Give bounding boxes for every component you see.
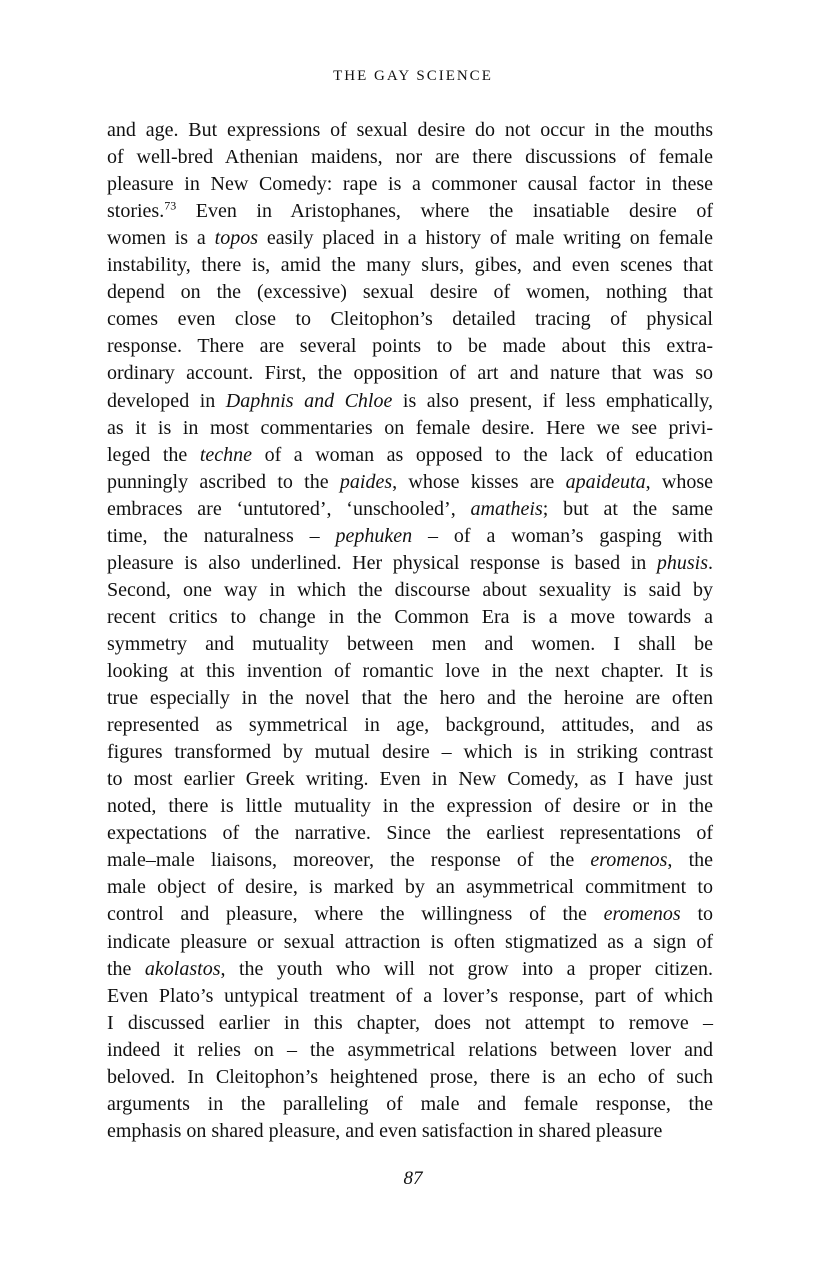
italic-term: topos [214, 227, 258, 250]
text-run: , whose [645, 470, 713, 493]
text-line [107, 332, 713, 360]
running-head: THE GAY SCIENCE [333, 68, 493, 84]
text-run: emphasis on shared pleasure, and even satisfaction in shared pleasure [107, 1119, 663, 1142]
text-run: Even Plato’s untypical treatment of a lover’s response, part of which [107, 984, 713, 1007]
italic-term: eromenos [603, 903, 681, 926]
text-line [107, 900, 713, 928]
italic-term: paides [339, 470, 393, 493]
text-run: pleasure in New Comedy: rape is a commoner causal factor in these [107, 173, 713, 196]
italic-term: pephuken [335, 524, 413, 547]
text-line [107, 846, 713, 874]
text-run: Second, one way in which the discourse about sexuality is said by [107, 578, 713, 601]
text-line [107, 414, 713, 442]
text-line [107, 441, 713, 469]
text-line [107, 468, 713, 496]
text-run: noted, there is little mutuality in the expression of desire or in the [107, 795, 713, 818]
text-run: male–male liaisons, moreover, the response of the [107, 849, 591, 872]
text-run: as it is in most commentaries on female desire. Here we see privi- [107, 416, 713, 439]
text-run: indeed it relies on – the asymmetrical relations between lover and [107, 1038, 713, 1061]
text-run: and age. But expressions of sexual desire do not occur in the mouths [107, 119, 713, 141]
text-run: stories. [107, 200, 165, 223]
text-run: punningly ascribed to the [107, 470, 340, 493]
text-run: figures transformed by mutual desire – which is in striking contrast [107, 741, 713, 764]
text-line [107, 792, 713, 820]
text-run: instability, there is, amid the many slurs, gibes, and even scenes that [107, 254, 713, 277]
text-run: indicate pleasure or sexual attraction is often stigmatized as a sign of [107, 930, 713, 953]
text-line [107, 495, 713, 523]
text-run: , the youth who will not grow into a proper citizen. [220, 957, 713, 980]
text-line [107, 873, 713, 901]
text-line [107, 657, 713, 685]
text-line [107, 928, 713, 956]
text-line [107, 603, 713, 631]
text-line [107, 549, 713, 577]
text-line [107, 359, 713, 387]
text-run: of well-bred Athenian maidens, nor are there discussions of female [107, 146, 713, 169]
text-run: ordinary account. First, the opposition of art and nature that was so [107, 362, 713, 385]
italic-term: eromenos [590, 849, 668, 872]
text-run: to most earlier Greek writing. Even in New Comedy, as I have just [107, 768, 713, 791]
text-run: embraces are ‘untutored’, ‘unschooled’, [107, 497, 471, 520]
text-line [107, 982, 713, 1010]
italic-term: phusis [656, 551, 708, 574]
text-line [107, 278, 713, 306]
text-run: women is a [107, 227, 215, 250]
text-run: true especially in the novel that the hero and the heroine are often [107, 687, 713, 710]
italic-term: akolastos [144, 957, 221, 980]
text-line [107, 955, 713, 983]
text-line [107, 765, 713, 793]
text-run: depend on the (excessive) sexual desire of women, nothing that [107, 281, 713, 304]
text-run: I discussed earlier in this chapter, does not attempt to remove – [107, 1011, 713, 1034]
italic-term: amatheis [470, 497, 543, 520]
italic-term: techne [199, 443, 253, 466]
text-run: , whose kisses are [392, 470, 566, 493]
text-run: male object of desire, is marked by an asymmetrical commitment to [107, 876, 713, 899]
text-line [107, 630, 713, 658]
footnote-ref: 73 [164, 198, 177, 213]
text-run: represented as symmetrical in age, background, attitudes, and as [107, 714, 713, 737]
text-line [107, 1090, 713, 1118]
text-line [107, 224, 713, 252]
text-line [107, 197, 713, 225]
text-line [107, 576, 713, 604]
text-run: is also present, if less emphatically, [392, 389, 713, 412]
text-run: control and pleasure, where the willingness of the [107, 903, 604, 926]
text-run: time, the naturalness – [107, 524, 336, 547]
text-line [107, 819, 713, 847]
text-line [107, 1063, 713, 1091]
text-run: easily placed in a history of male writing on female [257, 227, 713, 250]
text-run: . [708, 551, 713, 574]
text-run: – of a woman’s gasping with [412, 524, 714, 547]
text-run: of a woman as opposed to the lack of education [252, 443, 713, 466]
text-run: beloved. In Cleitophon’s heightened prose, there is an echo of such [107, 1065, 713, 1088]
text-run: to [680, 903, 713, 926]
text-line [107, 251, 713, 279]
text-line [107, 738, 713, 766]
text-line [107, 1117, 713, 1145]
text-run: Even in Aristophanes, where the insatiable desire of [176, 200, 713, 223]
text-line [107, 1009, 713, 1037]
page-number: 87 [403, 1168, 423, 1189]
text-run: developed in [107, 389, 226, 412]
text-run: looking at this invention of romantic love in the next chapter. It is [107, 660, 713, 682]
text-line [107, 116, 713, 144]
text-line [107, 522, 713, 550]
text-line [107, 170, 713, 198]
italic-term: Daphnis and Chloe [225, 389, 393, 412]
text-run: leged the [107, 443, 200, 466]
text-run: response. There are several points to be made about this extra- [107, 335, 713, 358]
text-run: arguments in the paralleling of male and female response, the [107, 1092, 713, 1115]
text-run: recent critics to change in the Common Era is a move towards a [107, 605, 713, 628]
text-line [107, 305, 713, 333]
text-run: the [107, 957, 145, 980]
text-run: expectations of the narrative. Since the earliest representations of [107, 822, 713, 845]
text-run: ; but at the same [542, 497, 714, 520]
text-line [107, 143, 713, 171]
text-run: , the [667, 849, 714, 872]
text-run: pleasure is also underlined. Her physical response is based in [107, 551, 657, 574]
text-run: comes even close to Cleitophon’s detailed tracing of physical [107, 308, 713, 331]
italic-term: apaideuta [565, 470, 646, 493]
text-line [107, 684, 713, 712]
text-line [107, 387, 713, 415]
text-line [107, 711, 713, 739]
text-run: symmetry and mutuality between men and women. I shall be [107, 632, 713, 655]
text-line [107, 1036, 713, 1064]
